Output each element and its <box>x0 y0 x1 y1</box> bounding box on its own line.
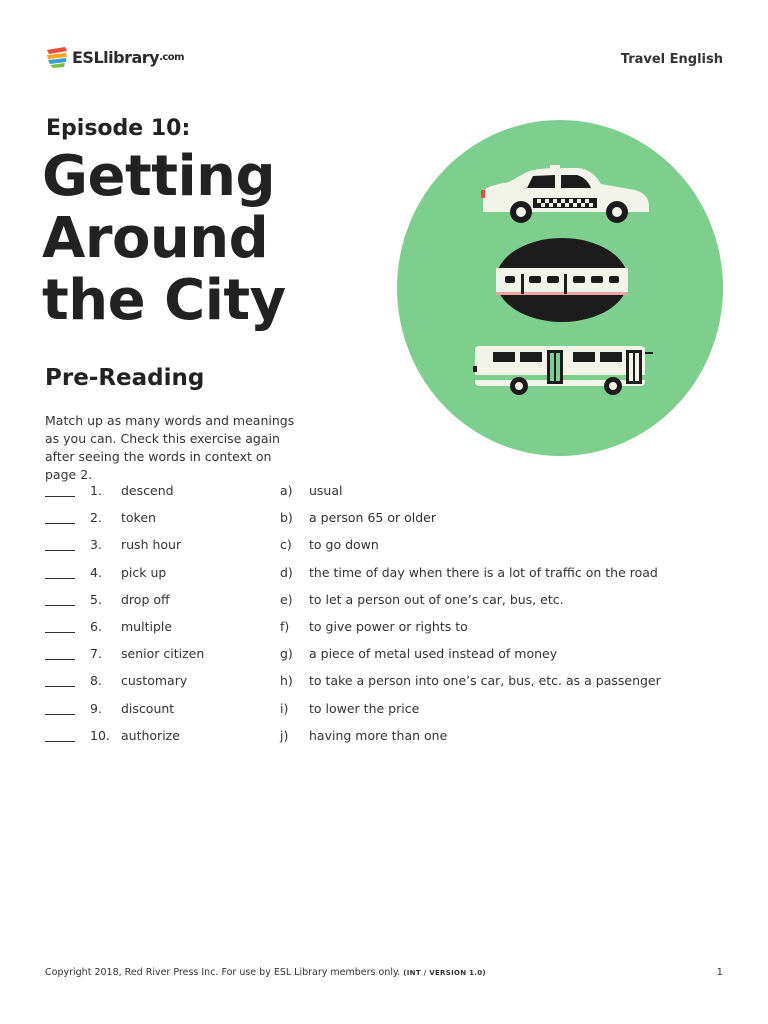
matching-exercise <box>45 480 725 752</box>
answer-blank[interactable] <box>45 605 75 606</box>
meaning-letter: d) <box>280 564 293 580</box>
meaning-text: having more than one <box>309 727 448 743</box>
meaning-letter: c) <box>280 537 292 553</box>
answer-blank[interactable] <box>45 632 75 633</box>
exercise-row <box>45 562 725 589</box>
vocab-term: token <box>121 510 156 526</box>
meaning-text: to lower the price <box>309 700 420 716</box>
meaning-letter: h) <box>280 673 293 689</box>
vocab-term: customary <box>121 673 188 689</box>
meaning-letter: e) <box>280 591 293 607</box>
vocab-term: authorize <box>121 727 180 743</box>
answer-blank[interactable] <box>45 659 75 660</box>
exercise-row <box>45 616 725 643</box>
meaning-text: a piece of metal used instead of money <box>309 646 558 662</box>
meaning-text: a person 65 or older <box>309 510 436 526</box>
answer-blank[interactable] <box>45 741 75 742</box>
copyright-footer <box>45 967 486 978</box>
transport-illustration <box>397 120 723 456</box>
item-number: 4. <box>90 564 102 580</box>
brand-logo <box>45 45 184 69</box>
title-line: Getting <box>42 144 276 209</box>
meaning-letter: g) <box>280 646 293 662</box>
answer-blank[interactable] <box>45 686 75 687</box>
meaning-letter: j) <box>280 727 289 743</box>
exercise-row <box>45 480 725 507</box>
meaning-letter: b) <box>280 510 293 526</box>
instructions-text: Match up as many words and meanings as you can. Check this exercise again after seeing the words in context on page 2. <box>45 413 295 482</box>
exercise-row <box>45 534 725 561</box>
series-label: Travel English <box>620 52 723 67</box>
item-number: 7. <box>90 646 102 662</box>
meaning-text: to take a person into one’s car, bus, etc. as a passenger <box>309 673 661 689</box>
meaning-letter: i) <box>280 700 289 716</box>
logo-text: ESLlibrary <box>72 47 160 67</box>
subway-train-icon <box>496 238 628 322</box>
page-title <box>42 146 286 332</box>
item-number: 9. <box>90 700 102 716</box>
exercise-row <box>45 698 725 725</box>
exercise-row <box>45 670 725 697</box>
exercise-row <box>45 589 725 616</box>
meaning-text: to go down <box>309 537 379 553</box>
vocab-term: discount <box>121 700 175 716</box>
section-heading: Pre-Reading <box>45 365 205 391</box>
copyright-text: Copyright 2018, Red River Press Inc. For use by ESL Library members only. <box>45 967 401 978</box>
logo-stack-icon <box>45 45 69 69</box>
item-number: 6. <box>90 618 102 634</box>
meaning-text: usual <box>309 483 343 498</box>
item-number: 5. <box>90 591 102 607</box>
title-line: the City <box>42 268 286 333</box>
vocab-term: multiple <box>121 618 173 634</box>
meaning-text: to give power or rights to <box>309 618 468 634</box>
answer-blank[interactable] <box>45 496 75 497</box>
answer-blank[interactable] <box>45 578 75 579</box>
answer-blank[interactable] <box>45 523 75 524</box>
vocab-term: rush hour <box>121 537 182 553</box>
exercise-row <box>45 643 725 670</box>
item-number: 2. <box>90 510 102 526</box>
vocab-term: drop off <box>121 591 170 607</box>
meaning-text: to let a person out of one’s car, bus, etc. <box>309 591 564 607</box>
logo-suffix: .com <box>159 51 185 63</box>
page-number: 1 <box>716 967 723 978</box>
meaning-letter: a) <box>280 483 293 498</box>
meaning-letter: f) <box>280 618 290 634</box>
episode-label: Episode 10: <box>46 116 191 141</box>
title-line: Around <box>42 206 269 271</box>
answer-blank[interactable] <box>45 550 75 551</box>
vocab-term: senior citizen <box>121 646 205 662</box>
meaning-text: the time of day when there is a lot of traffic on the road <box>309 564 658 580</box>
answer-blank[interactable] <box>45 714 75 715</box>
item-number: 8. <box>90 673 102 689</box>
item-number: 10. <box>90 727 110 743</box>
vocab-term: descend <box>121 483 174 498</box>
vocab-term: pick up <box>121 564 167 580</box>
version-label: (INT / VERSION 1.0) <box>403 969 486 977</box>
exercise-row <box>45 725 725 752</box>
item-number: 1. <box>90 483 102 498</box>
exercise-row <box>45 507 725 534</box>
item-number: 3. <box>90 537 102 553</box>
